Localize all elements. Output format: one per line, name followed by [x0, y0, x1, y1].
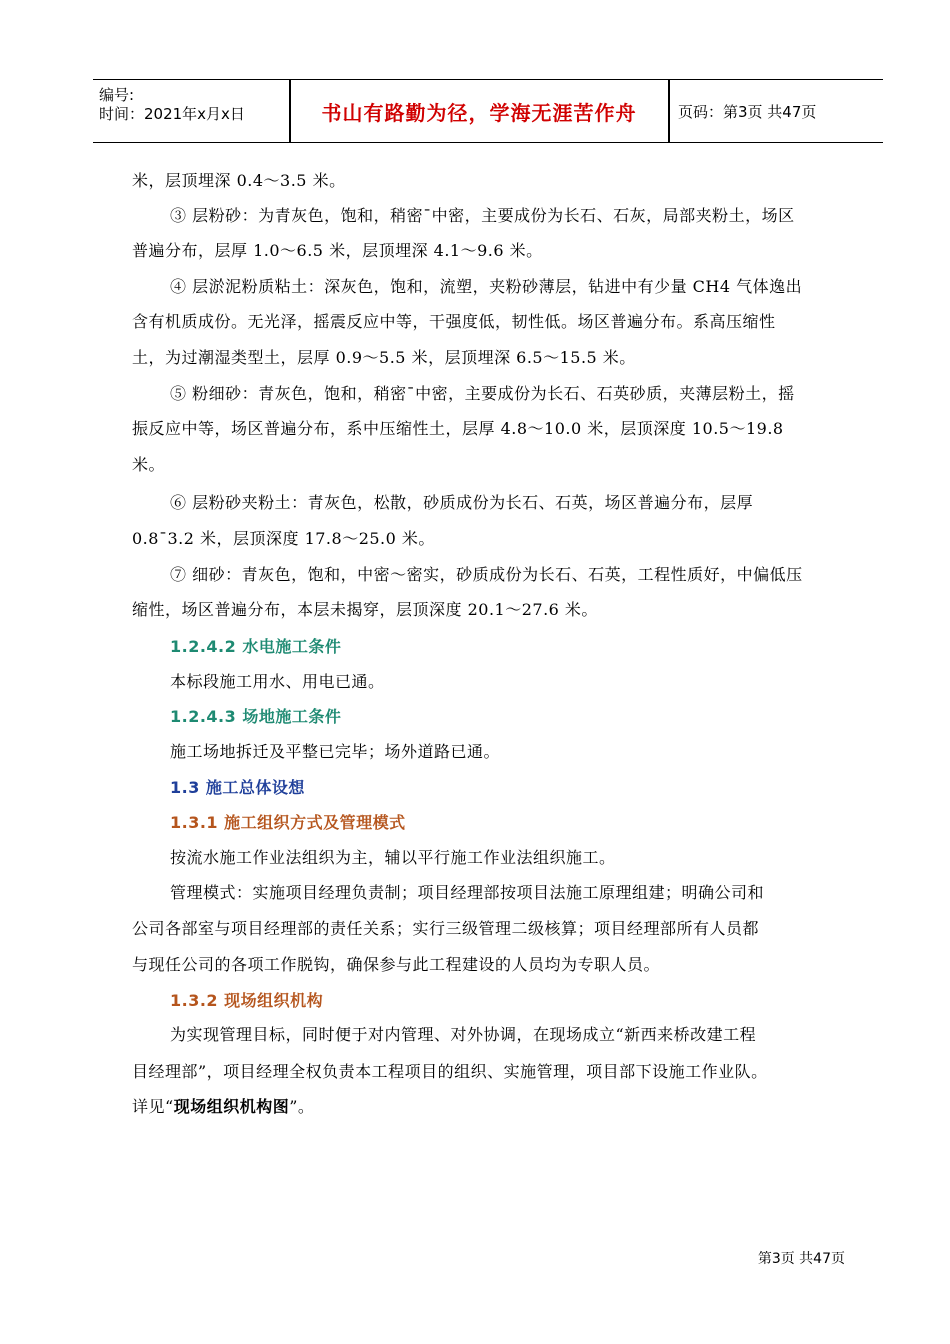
body-line: ⑥ 层粉砂夹粉土：青灰色，松散，砂质成份为长石、石英，场区普遍分布，层厚	[170, 493, 754, 512]
section-heading-1-3-1: 1.3.1 施工组织方式及管理模式	[170, 813, 406, 832]
time-label: 时间：2021年x月x日	[99, 105, 245, 123]
page-footer: 第3页 共47页	[757, 1251, 845, 1267]
body-line: 米，层顶埋深 0.4～3.5 米。	[132, 171, 346, 190]
body-line: 为实现管理目标，同时便于对内管理、对外协调，在现场成立“新西来桥改建工程	[170, 1025, 757, 1044]
body-line: 管理模式：实施项目经理负责制；项目经理部按项目法施工原理组建；明确公司和	[170, 883, 765, 902]
body-line: ⑦ 细砂：青灰色，饱和，中密～密实，砂质成份为长石、石英，工程性质好，中偏低压	[170, 565, 803, 584]
body-line: 缩性，场区普遍分布，本层未揭穿，层顶深度 20.1～27.6 米。	[132, 600, 598, 619]
body-line: 目经理部”，项目经理全权负责本工程项目的组织、实施管理，项目部下设施工作业队。	[132, 1062, 768, 1081]
header-meta	[99, 86, 245, 124]
body-line: 公司各部室与项目经理部的责任关系；实行三级管理二级核算；项目经理部所有人员都	[132, 919, 760, 938]
body-line: 振反应中等，场区普遍分布，系中压缩性土，层厚 4.8～10.0 米，层顶深度 10.5～19.8	[132, 419, 784, 438]
body-line	[132, 1094, 314, 1117]
body-line: 0.8¯3.2 米，层顶深度 17.8～25.0 米。	[132, 529, 435, 548]
body-line: 普遍分布，层厚 1.0～6.5 米，层顶埋深 4.1～9.6 米。	[132, 241, 543, 260]
body-line: 含有机质成份。无光泽，摇震反应中等，干强度低，韧性低。场区普遍分布。系高压缩性	[132, 312, 776, 331]
section-heading-1-2-4-3: 1.2.4.3 场地施工条件	[170, 707, 342, 726]
section-heading-1-3: 1.3 施工总体设想	[170, 778, 305, 797]
body-line: 土，为过潮湿类型土，层厚 0.9～5.5 米，层顶埋深 6.5～15.5 米。	[132, 348, 636, 367]
body-line: 米。	[132, 455, 166, 474]
body-line: 本标段施工用水、用电已通。	[170, 672, 385, 691]
body-line: ④ 层淤泥粉质粘土：深灰色，饱和，流塑，夹粉砂薄层，钻进中有少量 CH4 气体逸出	[170, 277, 803, 296]
header-motto: 书山有路勤为径，学海无涯苦作舟	[321, 100, 637, 125]
page-header	[93, 79, 883, 143]
org-chart-reference: 现场组织机构图	[173, 1097, 290, 1116]
body-text: ”。	[289, 1097, 315, 1116]
body-line: 与现任公司的各项工作脱钩，确保参与此工程建设的人员均为专职人员。	[132, 955, 661, 974]
body-line: 按流水施工作业法组织为主，辅以平行施工作业法组织施工。	[170, 848, 616, 867]
body-line: ⑤ 粉细砂：青灰色，饱和，稍密¯中密，主要成份为长石、石英砂质，夹薄层粉土，摇	[170, 384, 795, 403]
body-line: ③ 层粉砂：为青灰色，饱和，稍密¯中密，主要成份为长石、石灰，局部夹粉土，场区	[170, 206, 795, 225]
header-page-info: 页码：第3页 共47页	[678, 102, 817, 121]
section-heading-1-2-4-2: 1.2.4.2 水电施工条件	[170, 637, 342, 656]
code-label: 编号:	[99, 86, 135, 104]
body-line: 施工场地拆迁及平整已完毕；场外道路已通。	[170, 742, 501, 761]
body-text: 详见“	[132, 1097, 174, 1116]
section-heading-1-3-2: 1.3.2 现场组织机构	[170, 991, 324, 1010]
header-divider	[668, 80, 670, 142]
